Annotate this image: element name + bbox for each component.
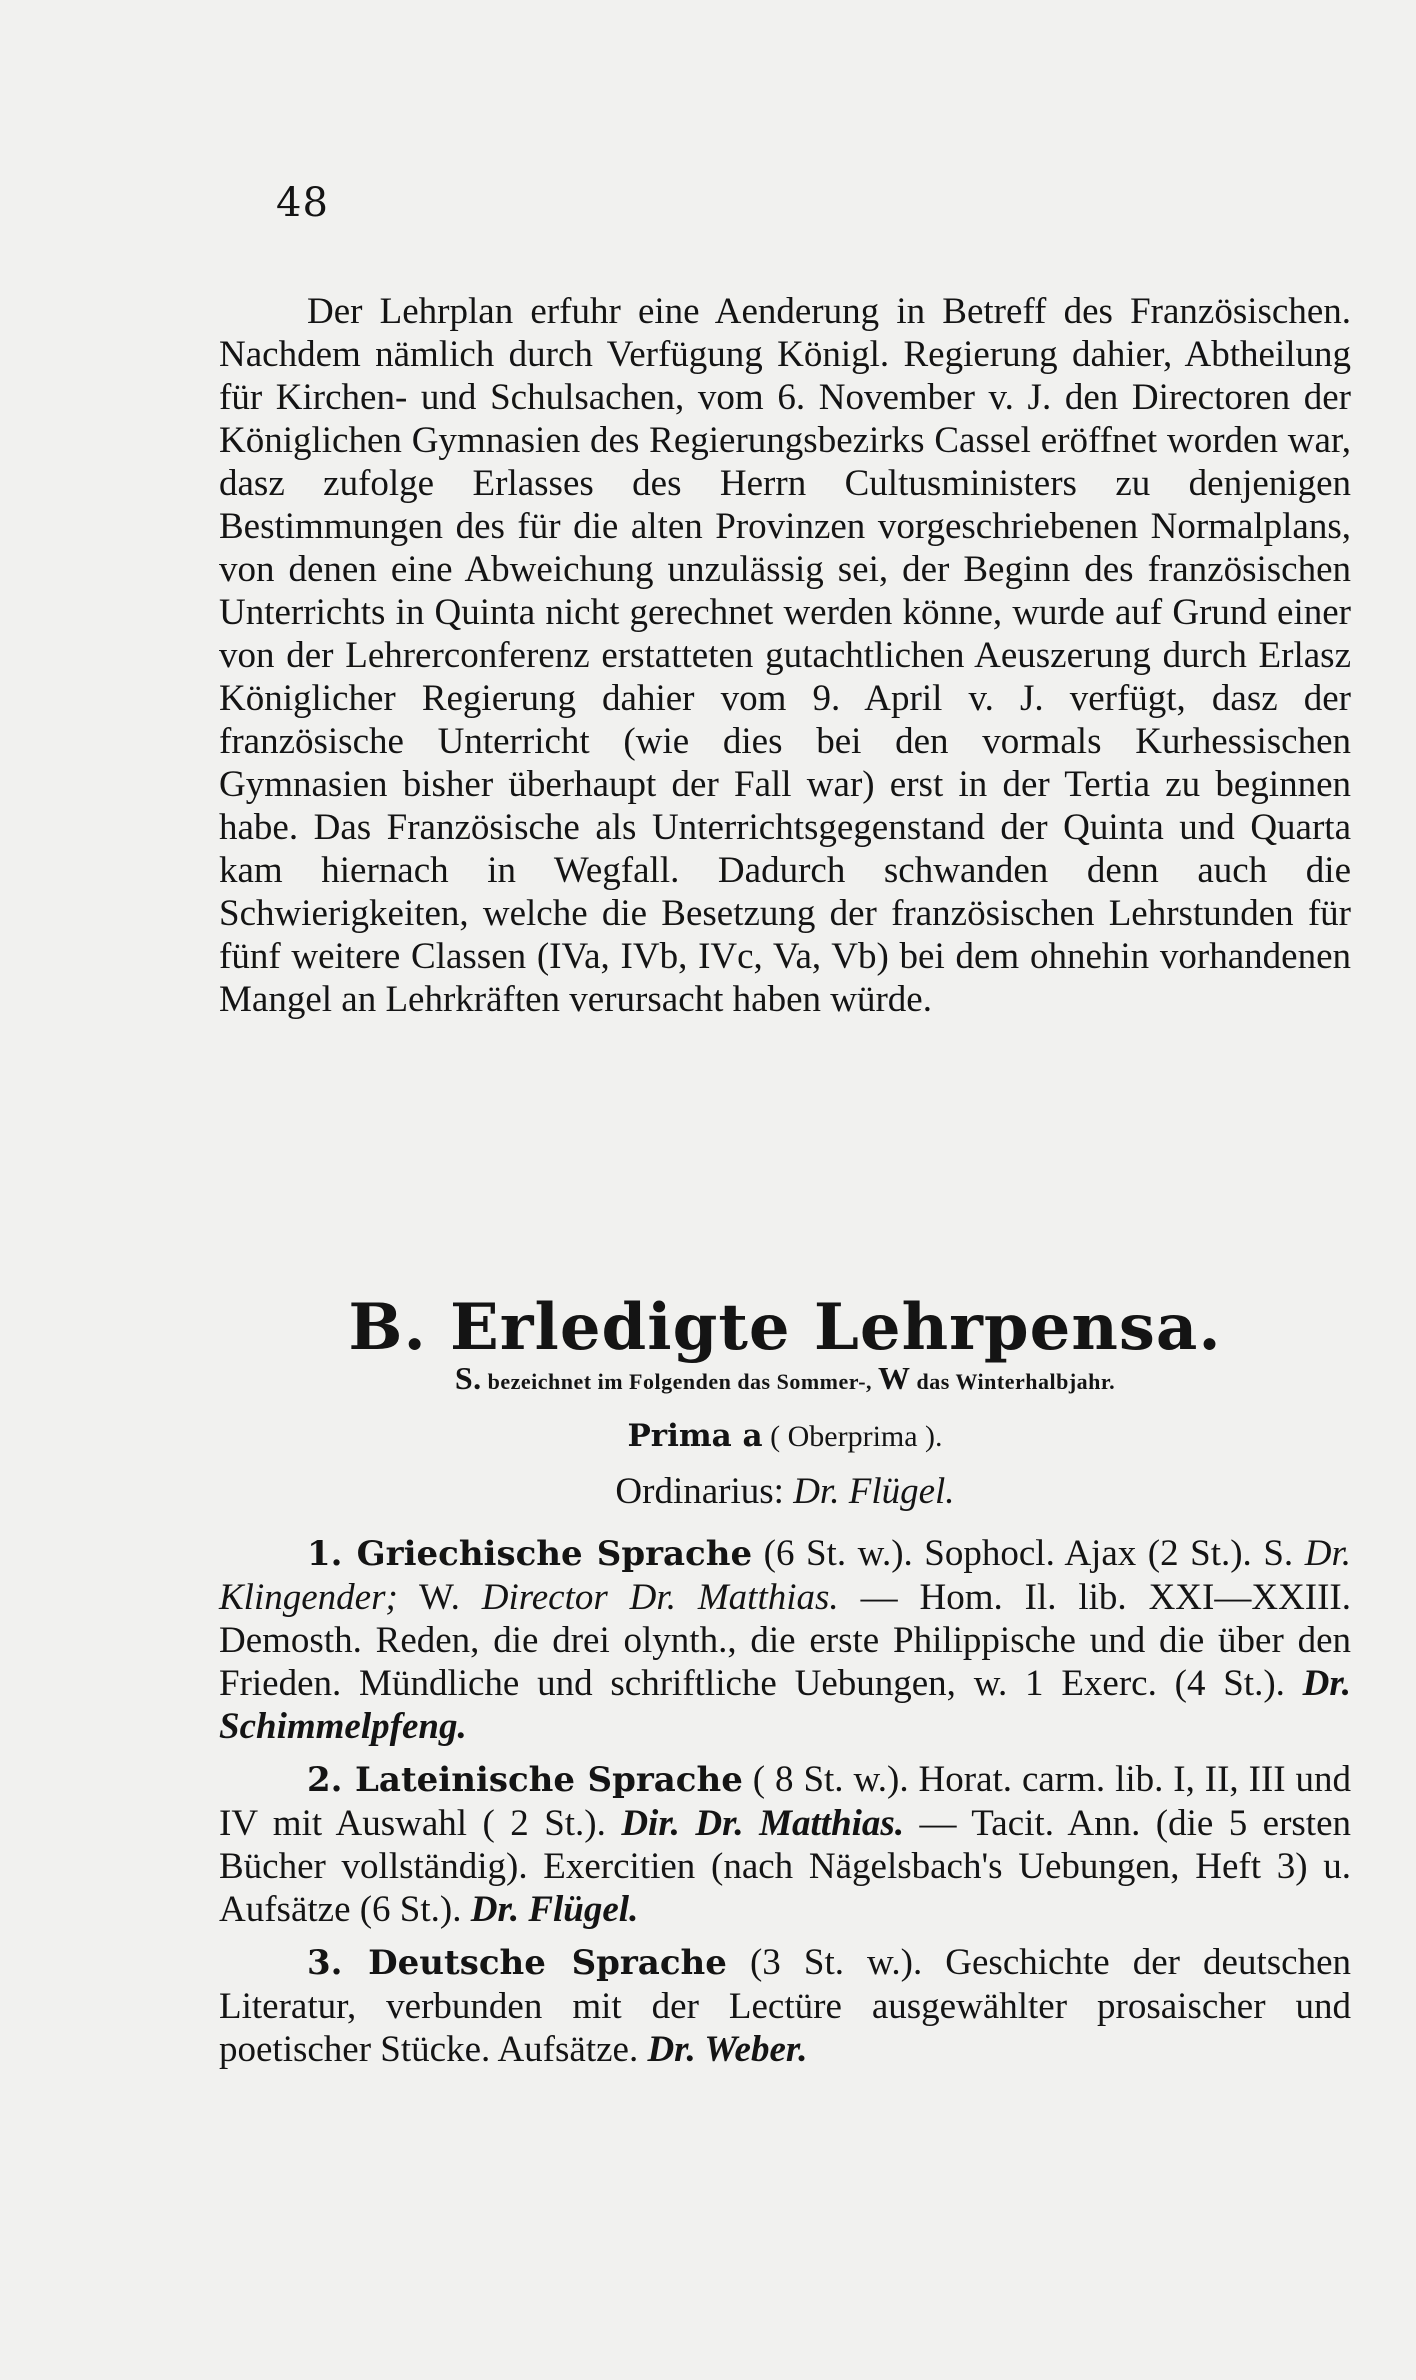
teacher-name: Dr. Weber. xyxy=(647,2029,808,2070)
ordinarius-label: Ordinarius: xyxy=(615,1471,784,1512)
ordinarius-line xyxy=(219,1470,1351,1513)
lesson-text: (6 St. w.). Sophocl. Ajax (2 St.). S. xyxy=(752,1533,1305,1574)
legend-end: das Winterhalbjahr. xyxy=(916,1369,1116,1394)
teacher-name: Dir. Dr. Matthias. xyxy=(621,1803,905,1844)
teacher-name: Dr. Schimmelpfeng. xyxy=(219,1663,1351,1747)
teacher-name: Dr. Flügel. xyxy=(470,1889,639,1930)
class-name: Prima a xyxy=(627,1418,763,1454)
legend-mid: bezeichnet im Folgenden das Sommer-, xyxy=(487,1369,873,1394)
teacher-name: Director Dr. Matthias. xyxy=(481,1577,839,1618)
lesson-text: — Hom. Il. lib. XXI—XXIII. Demosth. Reden, die drei olynth., die erste Philippische und die über den Frieden. Mündliche und schriftliche Uebungen, w. 1 Exerc. (4 St.). xyxy=(219,1577,1352,1704)
teacher-name: Dr. Klingender; xyxy=(219,1533,1351,1618)
lesson-text: W. xyxy=(397,1577,482,1618)
lesson-text: (3 St. w.). Geschichte der deutschen Literatur, verbunden mit der Lectüre ausgewählter prosaischer und poetischer Stücke. Aufsätze. xyxy=(219,1942,1351,2070)
lesson-heading: 3. Deutsche Sprache xyxy=(307,1943,727,1983)
lesson-text: — Tacit. Ann. (die 5 ersten Bücher vollständig). Exercitien (nach Nägelsbach's Uebungen, Heft 3) u. Aufsätze (6 St.). xyxy=(219,1803,1351,1930)
lesson-german xyxy=(219,1941,1351,2071)
class-subtitle: ( Oberprima ). xyxy=(770,1420,943,1453)
lessons-list xyxy=(219,1532,1351,2081)
intro-block xyxy=(219,290,1351,1021)
class-heading xyxy=(219,1418,1351,1454)
section-title: B. Erledigte Lehrpensa. xyxy=(348,1290,1222,1365)
ordinarius-name: Dr. Flügel. xyxy=(793,1471,955,1512)
semester-legend xyxy=(219,1360,1351,1397)
lesson-latin xyxy=(219,1758,1351,1931)
intro-paragraph: Der Lehrplan erfuhr eine Aenderung in Betreff des Französischen. Nachdem nämlich durch Verfügung Königl. Regierung dahier, Abtheilung für Kirchen- und Schulsachen, vom 6. November v. J. den Directoren der Königlichen Gymnasien des Regierungsbezirks Cassel eröffnet worden war, dasz zufolge Erlasses des Herrn Cultusministers zu denjenigen Bestimmungen des für die alten Provinzen vorgeschriebenen Normalplans, von denen eine Abweichung unzulässig sei, der Beginn des französischen Unterrichts in Quinta nicht gerechnet werden könne, wurde auf Grund einer von der Lehrerconferenz erstatteten gutachtlichen Aeuszerung durch Erlasz Königlicher Regierung dahier vom 9. April v. J. verfügt, dasz der französische Unterricht (wie dies bei den vormals Kurhessischen Gymnasien bisher überhaupt der Fall war) erst in der Tertia zu beginnen habe. Das Französische als Unterrichtsgegenstand der Quinta und Quarta kam hiernach in Wegfall. Dadurch schwanden denn auch die Schwierigkeiten, welche die Besetzung der französischen Lehrstunden für fünf weitere Classen (IVa, IVb, IVc, Va, Vb) bei dem ohnehin vorhandenen Mangel an Lehrkräften verursacht haben würde. xyxy=(219,291,1351,1020)
lesson-heading: 2. Lateinische Sprache xyxy=(307,1760,743,1800)
page-number: 48 xyxy=(276,180,329,226)
legend-w: W xyxy=(878,1360,911,1396)
lesson-heading: 1. Griechische Sprache xyxy=(307,1534,753,1574)
lesson-greek xyxy=(219,1532,1351,1748)
lesson-text: ( 8 St. w.). Horat. carm. lib. I, II, III und IV mit Auswahl ( 2 St.). xyxy=(219,1759,1351,1844)
legend-s: S. xyxy=(454,1360,482,1396)
